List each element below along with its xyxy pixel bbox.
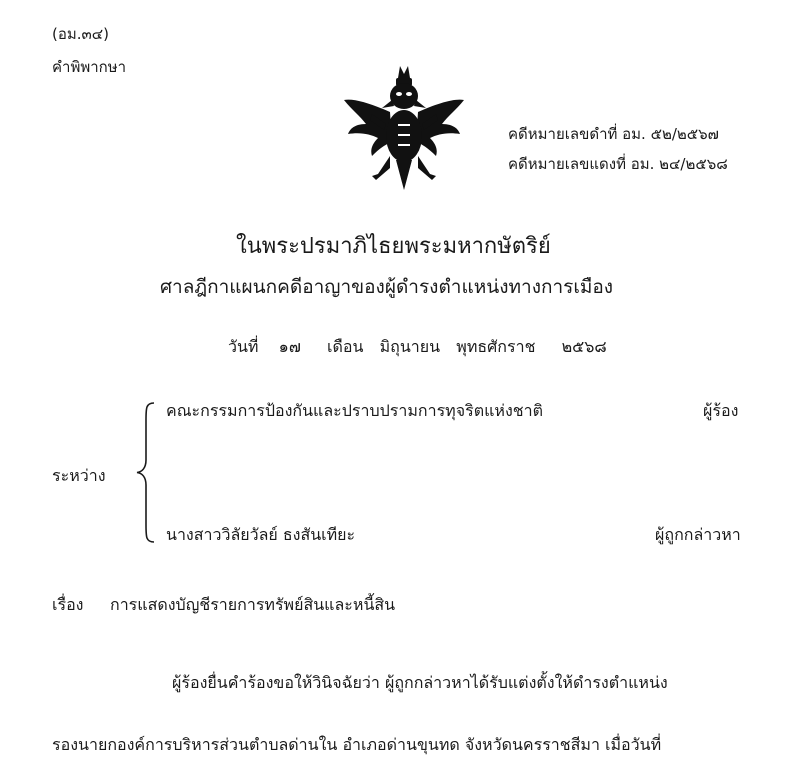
date-line <box>228 335 607 360</box>
era-label: พุทธศักราช <box>456 337 536 356</box>
body-line-2: รองนายกองค์การบริหารส่วนตำบลด่านใน อำเภอด่านขุนทด จังหวัดนครราชสีมา เมื่อวันที่ <box>52 735 662 754</box>
month-label: เดือน <box>327 337 364 356</box>
between-label: ระหว่าง <box>52 466 106 485</box>
court-name: ศาลฎีกาแผนกคดีอาญาของผู้ดำรงตำแหน่งทางการเมือง <box>160 276 614 298</box>
day-label: วันที่ <box>228 337 259 356</box>
subject-text: การแสดงบัญชีรายการทรัพย์สินและหนี้สิน <box>110 595 396 614</box>
page-title: ในพระปรมาภิไธยพระมหากษัตริย์ <box>236 234 551 259</box>
year-value: ๒๕๖๘ <box>561 337 607 356</box>
document-type: คำพิพากษา <box>52 58 127 76</box>
subject-label: เรื่อง <box>52 595 84 614</box>
black-case-number: คดีหมายเลขดำที่ อม. ๕๒/๒๕๖๗ <box>508 125 719 143</box>
form-code: (อม.๓๔) <box>52 25 109 43</box>
red-case-number: คดีหมายเลขแดงที่ อม. ๒๔/๒๕๖๘ <box>508 155 728 173</box>
petitioner-role: ผู้ร้อง <box>703 401 739 420</box>
month-value: มิถุนายน <box>379 337 441 356</box>
day-value: ๑๗ <box>278 337 301 356</box>
defendant-name: นางสาววิลัยวัลย์ ธงสันเทียะ <box>166 525 356 544</box>
petitioner-name: คณะกรรมการป้องกันและปราบปรามการทุจริตแห่งชาติ <box>166 401 543 420</box>
curly-brace <box>134 400 158 545</box>
defendant-role: ผู้ถูกกล่าวหา <box>655 525 741 544</box>
body-line-1: ผู้ร้องยื่นคำร้องขอให้วินิจฉัยว่า ผู้ถูกกล่าวหาได้รับแต่งตั้งให้ดำรงตำแหน่ง <box>172 673 668 692</box>
garuda-emblem-icon <box>342 64 467 192</box>
